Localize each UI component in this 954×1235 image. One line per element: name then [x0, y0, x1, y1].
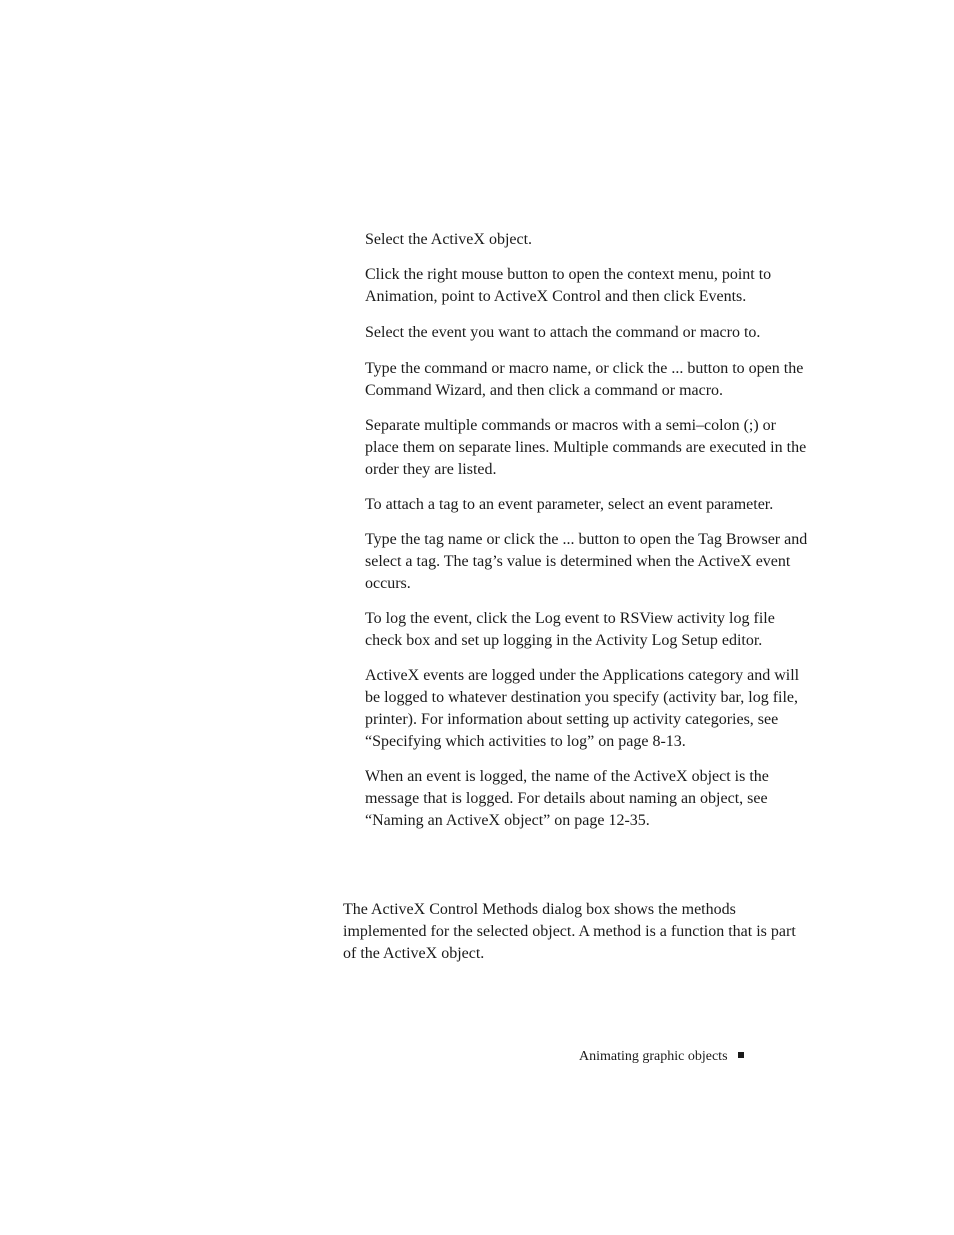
step-select-event: Select the event you want to attach the command or macro to. — [365, 324, 761, 341]
methods-intro-paragraph: The ActiveX Control Methods dialog box shows the methods implemented for the selected object. A method is a function that is part of the ActiveX object. — [343, 901, 796, 962]
footer-section-title: Animating graphic objects — [579, 1049, 728, 1064]
step-open-context-menu: Click the right mouse button to open the context menu, point to Animation, point to ActiveX Control and then click Events. — [365, 266, 772, 305]
step-select-object: Select the ActiveX object. — [365, 231, 533, 248]
step-attach-tag: To attach a tag to an event parameter, select an event parameter. — [365, 496, 774, 513]
step-type-command: Type the command or macro name, or click the ... button to open the Command Wizard, and then click a command or macro. — [365, 360, 804, 399]
step-type-tag-name: Type the tag name or click the ... button to open the Tag Browser and select a tag. The tag’s value is determined when the ActiveX event occurs. — [365, 531, 808, 592]
step-separate-commands: Separate multiple commands or macros with a semi–colon (;) or place them on separate lines. Multiple commands are executed in the order they are listed. — [365, 417, 807, 478]
procedure-steps — [365, 229, 810, 845]
note-logged-category: ActiveX events are logged under the Applications category and will be logged to whatever destination you specify (activity bar, log file, printer). For information about setting up activity categories, see “Specifying which activities to log” on page 8-13. — [365, 667, 800, 750]
square-bullet-icon — [738, 1052, 744, 1058]
note-logged-message: When an event is logged, the name of the ActiveX object is the message that is logged. For details about naming an object, see “Naming an ActiveX object” on page 12-35. — [365, 768, 769, 829]
page-footer — [579, 1048, 744, 1066]
step-log-event: To log the event, click the Log event to RSView activity log file check box and set up logging in the Activity Log Setup editor. — [365, 610, 775, 649]
